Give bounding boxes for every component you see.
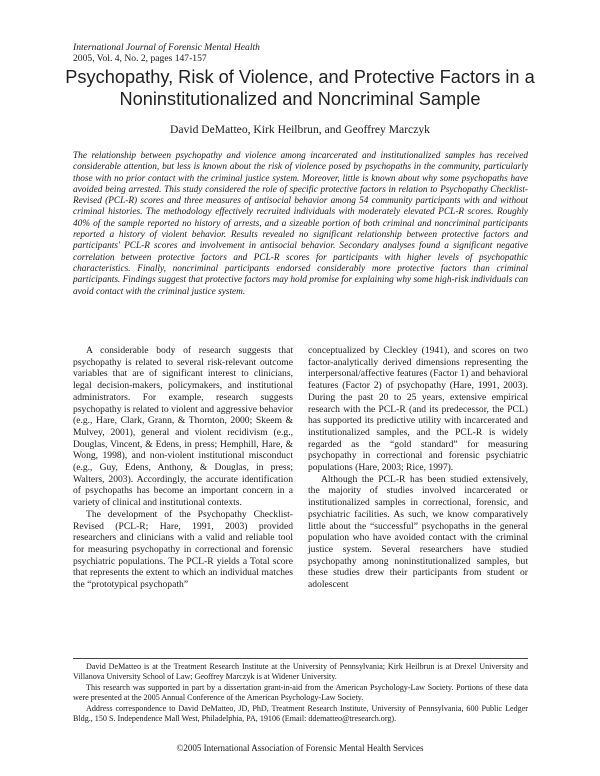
body-paragraph: Although the PCL-R has been studied extensively, the majority of studies involved incarcerated or institutionalized samples in correctional, forensic, and psychiatric facilities. As such, we know comparatively little about the “successful” psychopaths in the general population who have avoided contact with the criminal justice system. Several researchers have studied psychopathy among noninstitutionalized samples, but these studies drew their participants from student or adolescent xyxy=(308,473,528,591)
abstract: The relationship between psychopathy and violence among incarcerated and institutionalized samples has received considerable attention, but less is known about the risk of violence posed by psychopaths in the community, particularly those with no prior contact with the criminal justice system. Moreover, little is known about why some psychopaths have avoided being arrested. This study considered the role of specific protective factors in relation to Psychopathy Checklist-Revised (PCL-R) scores and three measures of antisocial behavior among 54 community participants with and without criminal histories. The methodology effectively recruited individuals with moderately elevated PCL-R scores. Roughly 40% of the sample reported no history of arrests, and a sizeable portion of both criminal and noncriminal participants reported a history of violent behavior. Results revealed no significant relationship between protective factors and participants' PCL-R scores and involvement in antisocial behavior. Secondary analyses found a significant negative correlation between protective factors and PCL-R scores for participants with higher levels of psychopathic characteristics. Finally, noncriminal participants endorsed considerably more protective factors than criminal participants. Findings suggest that protective factors may hold promise for explaining why some high-risk individuals can avoid contact with the criminal justice system. xyxy=(73,151,528,297)
body-column-left xyxy=(73,345,293,591)
body-paragraph: A considerable body of research suggests that psychopathy is related to several risk-relevant outcome variables that are of significant interest to clinicians, legal decision-makers, policymakers, and institutional administrators. For example, research suggests psychopathy is related to violent and aggressive behavior (e.g., Hare, Clark, Grann, & Thornton, 2000; Skeem & Mulvey, 2001), general and violent recidivism (e.g., Douglas, Vincent, & Edens, in press; Hemphill, Hare, & Wong, 1998), and non-violent institutional misconduct (e.g., Guy, Edens, Anthony, & Douglas, in press; Walters, 2003). Accordingly, the accurate identification of psychopaths has become an important concern in a variety of clinical and institutional contexts. xyxy=(73,345,293,509)
footnote-divider xyxy=(73,658,528,659)
footnote-support: This research was supported in part by a dissertation grant-in-aid from the American Psychology-Law Society. Portions of these data were presented at the 2005 Annual Conference of the American Psychology-Law Society. xyxy=(73,682,528,703)
body-column-right xyxy=(308,345,528,591)
body-paragraph: conceptualized by Cleckley (1941), and scores on two factor-analytically derived dimensions representing the interpersonal/affective features (Factor 1) and behavioral features (Factor 2) of psychopathy (Hare, 1991, 2003). During the past 20 to 25 years, extensive empirical research with the PCL-R (and its predecessor, the PCL) has supported its predictive utility with incarcerated and institutionalized samples, and the PCL-R is widely regarded as the “gold standard” for measuring psychopathy in correctional and forensic psychiatric populations (Hare, 2003; Rice, 1997). xyxy=(308,345,528,474)
footnote-affiliations: David DeMatteo is at the Treatment Research Institute at the University of Pennsylvania; Kirk Heilbrun is at Drexel University and Villanova University School of Law; Geoffrey Marczyk is at Widener University. xyxy=(73,662,528,682)
article-title: Psychopathy, Risk of Violence, and Protective Factors in a Noninstitutionalized and Noncriminal Sample xyxy=(65,67,535,109)
body-paragraph: The development of the Psychopathy Checklist-Revised (PCL-R; Hare, 1991, 2003) provided researchers and clinicians with a valid and reliable tool for measuring psychopathy in correctional and forensic psychiatric populations. The PCL-R yields a Total score that represents the extent to which an individual matches the “prototypical psychopath” xyxy=(73,508,293,591)
journal-name: International Journal of Forensic Mental Health xyxy=(73,42,260,53)
volume-info: 2005, Vol. 4, No. 2, pages 147-157 xyxy=(73,53,207,64)
article-authors: David DeMatteo, Kirk Heilbrun, and Geoffrey Marczyk xyxy=(170,123,430,136)
footnotes xyxy=(73,662,528,724)
footnote-correspondence: Address correspondence to David DeMatteo, JD, PhD, Treatment Research Institute, University of Pennsylvania, 600 Public Ledger Bldg., 150 S. Independence Mall West, Philadelphia, PA, 19106 (Email: ddematteo@tresearch.org). xyxy=(73,703,528,724)
copyright-notice: ©2005 International Association of Forensic Mental Health Services xyxy=(176,743,424,753)
